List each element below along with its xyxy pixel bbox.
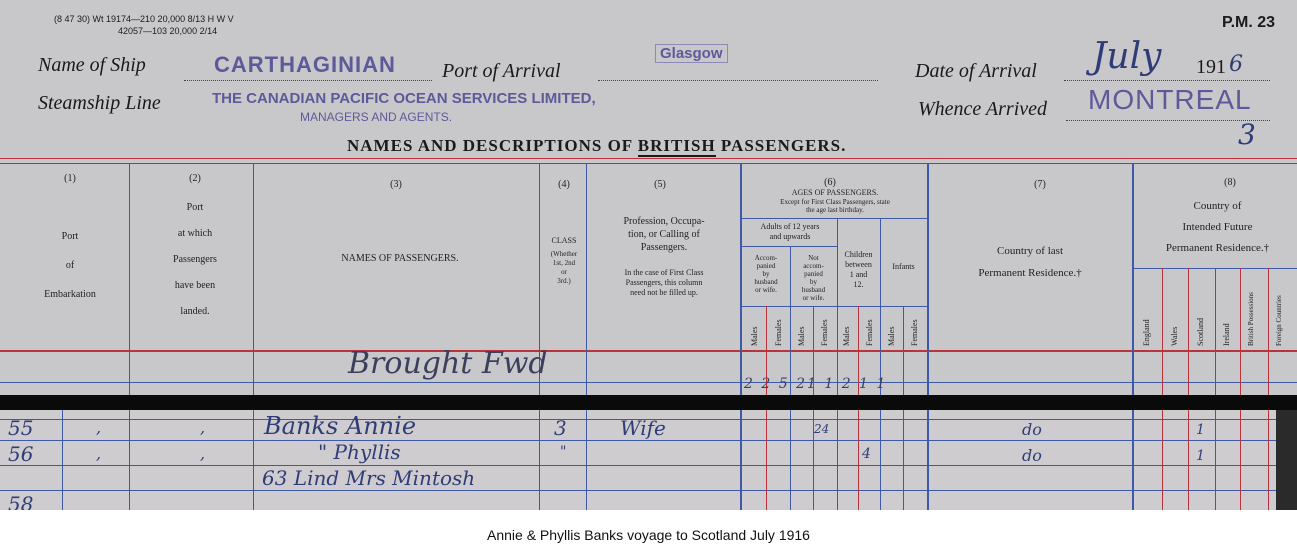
sex-females-3: Females bbox=[865, 319, 874, 346]
line-value-2: MANAGERS AND AGENTS. bbox=[300, 110, 453, 124]
entry-col-2 bbox=[253, 410, 254, 510]
c6-adults: Adults of 12 years and upwards bbox=[760, 222, 820, 241]
port-value: Glasgow bbox=[655, 44, 728, 63]
page-edge bbox=[1276, 410, 1297, 510]
rule-header-bottom bbox=[0, 350, 1297, 352]
entry-col-8b bbox=[1188, 410, 1189, 510]
photo-caption: Annie & Phyllis Banks voyage to Scotland July 1916 bbox=[487, 527, 810, 543]
col-divider-6 bbox=[927, 163, 929, 395]
entry-55-ditto-1: , bbox=[96, 418, 102, 437]
c6-infants: Infants bbox=[892, 262, 915, 271]
ages-div-children bbox=[837, 218, 838, 395]
c8-div-1 bbox=[1162, 268, 1163, 395]
c2-num: (2) bbox=[189, 173, 201, 184]
manifest-title bbox=[347, 136, 846, 156]
entry-56-ditto-2: , bbox=[200, 444, 206, 463]
entry-55-num: 55 bbox=[8, 416, 34, 440]
sex-females-2: Females bbox=[820, 319, 829, 346]
entry-55-residence: do bbox=[1022, 420, 1042, 439]
c5-sub: In the case of First Class Passengers, this column need not be filled up. bbox=[624, 268, 704, 297]
c6-sub: Except for First Class Passengers, state the age last birthday. bbox=[780, 198, 890, 214]
entry-col-5b bbox=[790, 410, 791, 510]
c8-num: (8) bbox=[1224, 177, 1236, 188]
date-dotline bbox=[1064, 80, 1270, 81]
entry-56-num: 56 bbox=[8, 442, 34, 466]
c6-num: (6) bbox=[824, 177, 836, 188]
entry-col-5 bbox=[740, 410, 742, 510]
c1-num: (1) bbox=[64, 173, 76, 184]
c4-num: (4) bbox=[558, 179, 570, 190]
entry-55-class: 3 bbox=[554, 416, 567, 440]
entry-55-ditto-2: , bbox=[200, 418, 206, 437]
ages-sex-4 bbox=[903, 306, 904, 395]
country-scotland: Scotland bbox=[1196, 318, 1205, 346]
c5-header: Profession, Occupa- tion, or Calling of Passengers. bbox=[623, 216, 705, 253]
line-label: Steamship Line bbox=[38, 92, 161, 114]
entry-col-7 bbox=[1132, 410, 1134, 510]
entry-col-4 bbox=[586, 410, 587, 510]
c7-header: Country of last Permanent Residence.† bbox=[978, 245, 1082, 279]
ages-div-infants bbox=[880, 218, 881, 395]
c5-num: (5) bbox=[654, 179, 666, 190]
entry-56-class: " bbox=[560, 444, 567, 460]
title-suffix: PASSENGERS. bbox=[720, 136, 847, 155]
col-divider-7 bbox=[1132, 163, 1134, 395]
c1-header: Port of Embarkation bbox=[44, 231, 96, 300]
rule-top-1 bbox=[0, 158, 1297, 159]
c8-div-3 bbox=[1215, 268, 1216, 395]
c7-num: (7) bbox=[1034, 179, 1046, 190]
entry-56-age: 4 bbox=[862, 446, 871, 462]
port-label: Port of Arrival bbox=[442, 60, 561, 82]
entry-col-5f bbox=[880, 410, 881, 510]
entry-col-8c bbox=[1215, 410, 1216, 510]
ages-rule-3 bbox=[742, 306, 927, 307]
entry-rule-3 bbox=[0, 490, 1297, 491]
date-month: July bbox=[1092, 36, 1162, 77]
entry-col-5e bbox=[858, 410, 859, 510]
form-number: P.M. 23 bbox=[1222, 14, 1276, 31]
col-divider-1 bbox=[129, 163, 130, 395]
ship-dotline bbox=[184, 80, 432, 81]
country-wales: Wales bbox=[1170, 326, 1179, 346]
entry-55-occupation: Wife bbox=[620, 416, 666, 440]
entry-col-5d bbox=[837, 410, 838, 510]
port-dotline bbox=[598, 80, 878, 81]
entry-col-6 bbox=[927, 410, 929, 510]
entry-56-residence: do bbox=[1022, 446, 1042, 465]
ship-label: Name of Ship bbox=[38, 54, 146, 76]
date-year: 191 bbox=[1196, 56, 1226, 78]
c6-notaccomp: Not accom- panied by husband or wife. bbox=[801, 254, 826, 302]
sex-males-2: Males bbox=[797, 326, 806, 346]
entry-col-5g bbox=[903, 410, 904, 510]
sex-males-3: Males bbox=[842, 326, 851, 346]
rule-top-2 bbox=[0, 163, 1297, 164]
c4-sub: (Whether 1st, 2nd or 3rd.) bbox=[550, 250, 578, 285]
date-year-digit: 6 bbox=[1229, 52, 1243, 77]
entry-col-num bbox=[62, 410, 63, 510]
country-foreign: Foreign Countries bbox=[1275, 295, 1283, 346]
c3-num: (3) bbox=[390, 179, 402, 190]
sex-females-4: Females bbox=[910, 319, 919, 346]
print-code: (8 47 30) Wt 19174—210 20,000 8/13 H W V bbox=[54, 14, 234, 24]
entry-col-5a bbox=[766, 410, 767, 510]
c2-header: Port at which Passengers have been landed. bbox=[173, 202, 217, 317]
country-ireland: Ireland bbox=[1222, 323, 1231, 346]
entry-rule-1 bbox=[0, 440, 1297, 441]
col-divider-4 bbox=[586, 163, 587, 395]
c6-children: Children between 1 and 12. bbox=[844, 250, 873, 289]
c3-header: NAMES OF PASSENGERS. bbox=[341, 253, 459, 264]
rule-row-1 bbox=[0, 382, 1297, 383]
sex-males-4: Males bbox=[887, 326, 896, 346]
sex-males-1: Males bbox=[750, 326, 759, 346]
entry-col-8a bbox=[1162, 410, 1163, 510]
title-prefix: NAMES AND DESCRIPTIONS OF bbox=[347, 136, 633, 155]
manifest-entries bbox=[0, 410, 1297, 510]
entry-col-1 bbox=[129, 410, 130, 510]
entry-56-ditto-1: , bbox=[96, 444, 102, 463]
whence-value: MONTREAL bbox=[1088, 84, 1252, 115]
entry-rule-2 bbox=[0, 465, 1297, 466]
country-england: England bbox=[1142, 319, 1151, 346]
sheet-number: 3 bbox=[1238, 118, 1256, 151]
scan-gap bbox=[0, 395, 1297, 410]
date-label: Date of Arrival bbox=[915, 60, 1037, 82]
entry-58-num: 58 bbox=[8, 492, 34, 510]
c6-accomp: Accom- panied by husband or wife. bbox=[754, 254, 778, 294]
ship-name: CARTHAGINIAN bbox=[214, 52, 396, 77]
entry-col-8e bbox=[1268, 410, 1269, 510]
entry-55-age: 24 bbox=[814, 422, 830, 436]
c8-div-4 bbox=[1240, 268, 1241, 395]
c8-header: Country of Intended Future Permanent Residence.† bbox=[1165, 200, 1270, 254]
entry-56-name: " Phyllis bbox=[318, 440, 401, 464]
line-value: THE CANADIAN PACIFIC OCEAN SERVICES LIMITED, bbox=[212, 90, 596, 107]
c8-div-2 bbox=[1188, 268, 1189, 395]
brought-forward: Brought Fwd bbox=[348, 346, 548, 381]
tally-counts: 2 2 5 21 1 2 1 1 bbox=[744, 376, 888, 392]
entry-55-mark: 1 bbox=[1196, 422, 1205, 438]
title-highlight: BRITISH bbox=[637, 136, 716, 155]
country-british-possessions: British Possessions bbox=[1247, 292, 1255, 346]
c4-header: CLASS bbox=[551, 236, 577, 245]
whence-label: Whence Arrived bbox=[918, 98, 1048, 120]
ages-rule-1 bbox=[742, 218, 927, 219]
col-divider-2 bbox=[253, 163, 254, 395]
entry-57-name: 63 Lind Mrs Mintosh bbox=[262, 466, 476, 490]
print-code-2: 42057—103 20,000 2/14 bbox=[118, 26, 218, 36]
entry-col-8d bbox=[1240, 410, 1241, 510]
entry-55-name: Banks Annie bbox=[264, 412, 417, 440]
entry-56-mark: 1 bbox=[1196, 448, 1205, 464]
entry-col-3 bbox=[539, 410, 540, 510]
sex-females-1: Females bbox=[774, 319, 783, 346]
c6-header: AGES OF PASSENGERS. bbox=[791, 188, 879, 197]
c8-div-5 bbox=[1268, 268, 1269, 395]
